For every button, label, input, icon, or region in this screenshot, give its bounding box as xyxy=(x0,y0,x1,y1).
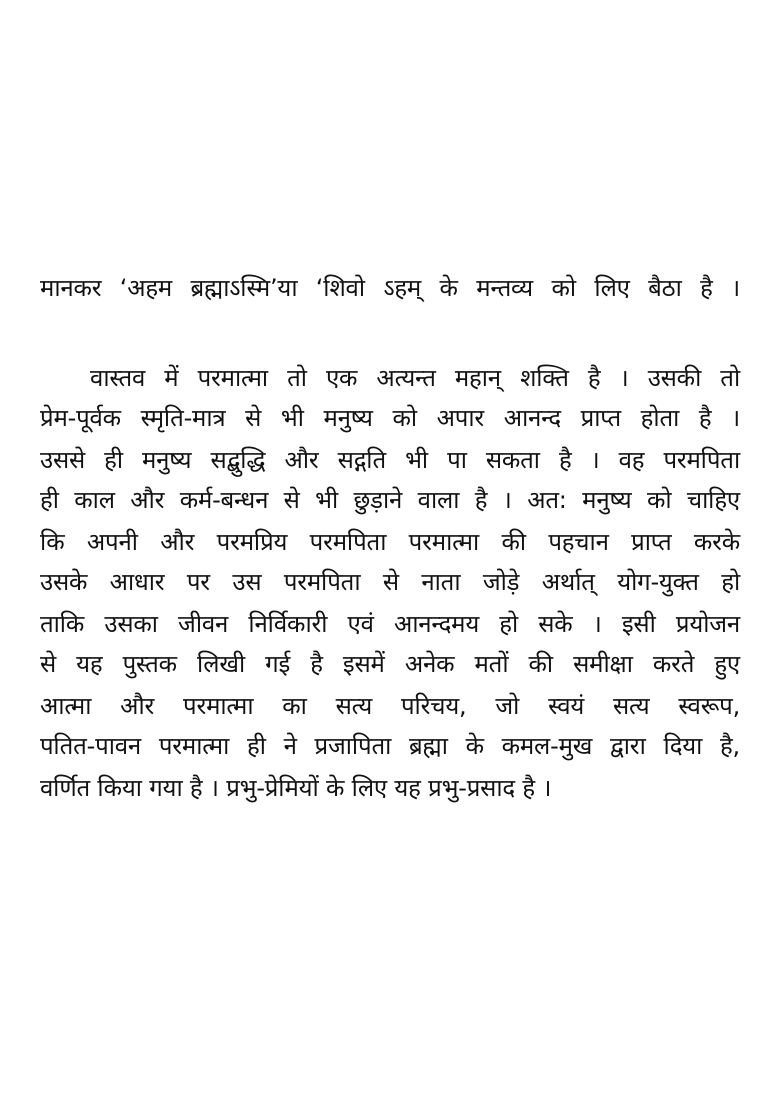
paragraph-line: उसके आधार पर उस परमपिता से नाता जोड़े अर्थात् योग-युक्त हो xyxy=(40,568,740,596)
paragraph-line: उससे ही मनुष्य सद्बुद्धि और सद्गति भी पा सकता है । वह परमपिता xyxy=(40,446,740,474)
paragraph-line: वास्तव में परमात्मा तो एक अत्यन्त महान् शक्ति है । उसकी तो xyxy=(90,364,740,392)
paragraph-line: प्रेम-पूर्वक स्मृति-मात्र से भी मनुष्य को अपार आनन्द प्राप्त होता है । xyxy=(40,404,740,432)
paragraph-line: आत्मा और परमात्मा का सत्य परिचय, जो स्वयं सत्य स्वरूप, xyxy=(40,692,740,720)
paragraph-line: ताकि उसका जीवन निर्विकारी एवं आनन्दमय हो सके । इसी प्रयोजन xyxy=(40,610,740,638)
paragraph-line: वर्णित किया गया है । प्रभु-प्रेमियों के लिए यह प्रभु-प्रसाद है । xyxy=(40,774,552,802)
continuation-line: मानकर ‘अहम ब्रह्माऽस्मि’या ‘शिवो ऽहम् के मन्तव्य को लिए बैठा है । xyxy=(40,274,740,302)
paragraph-line: पतित-पावन परमात्मा ही ने प्रजापिता ब्रह्मा के कमल-मुख द्वारा दिया है, xyxy=(40,732,740,760)
paragraph-line: से यह पुस्तक लिखी गई है इसमें अनेक मतों की समीक्षा करते हुए xyxy=(40,650,740,678)
paragraph-line: ही काल और कर्म-बन्धन से भी छुड़ाने वाला है । अत: मनुष्य को चाहिए xyxy=(40,486,740,514)
paragraph-line: कि अपनी और परमप्रिय परमपिता परमात्मा की पहचान प्राप्त करके xyxy=(40,528,740,556)
